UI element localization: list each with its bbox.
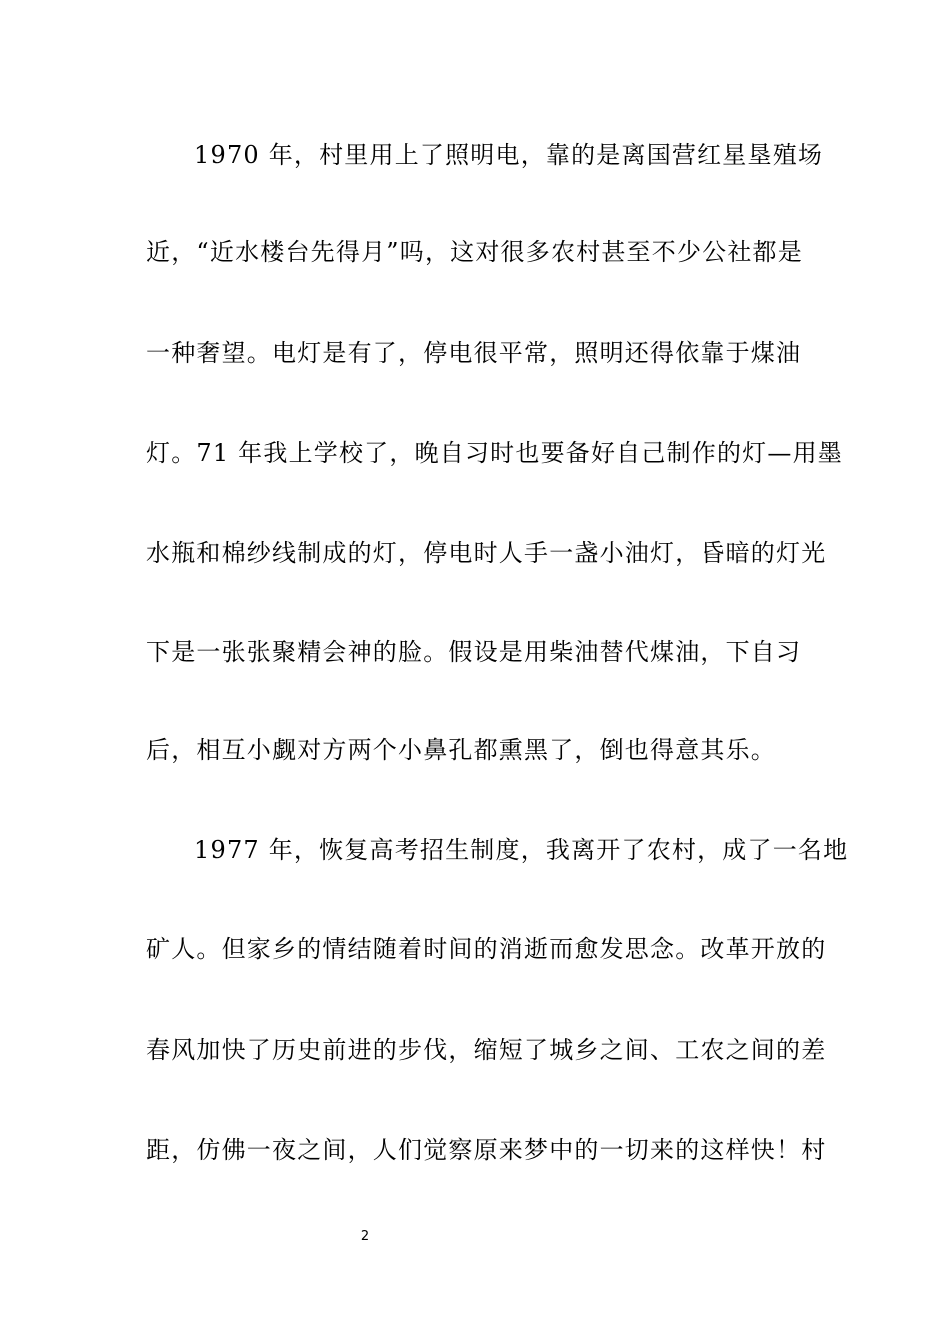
paragraph-1-line-7: 后，相互小觑对方两个小鼻孔都熏黑了，倒也得意其乐。 bbox=[146, 736, 776, 764]
paragraph-1-line-1: 1970 年，村里用上了照明电，靠的是离国营红星垦殖场 bbox=[194, 141, 824, 169]
paragraph-1-line-2: 近，“近水楼台先得月”吗，这对很多农村甚至不少公社都是 bbox=[146, 238, 803, 266]
paragraph-1-line-4: 灯。71 年我上学校了，晚自习时也要备好自己制作的灯—用墨 bbox=[146, 439, 843, 467]
paragraph-2-line-3: 春风加快了历史前进的步伐，缩短了城乡之间、工农之间的差 bbox=[146, 1036, 827, 1064]
paragraph-2-line-4: 距，仿佛一夜之间，人们觉察原来梦中的一切来的这样快！村 bbox=[146, 1136, 827, 1164]
paragraph-1-line-5: 水瓶和棉纱线制成的灯，停电时人手一盏小油灯，昏暗的灯光 bbox=[146, 539, 827, 567]
paragraph-2-line-2: 矿人。但家乡的情结随着时间的消逝而愈发思念。改革开放的 bbox=[146, 935, 827, 963]
paragraph-2-line-1: 1977 年，恢复高考招生制度，我离开了农村，成了一名地 bbox=[194, 836, 849, 864]
paragraph-1-line-3: 一种奢望。电灯是有了，停电很平常，照明还得依靠于煤油 bbox=[146, 339, 802, 367]
paragraph-1-line-6: 下是一张张聚精会神的脸。假设是用柴油替代煤油，下自习 bbox=[146, 638, 802, 666]
page-number: 2 bbox=[360, 1229, 370, 1244]
